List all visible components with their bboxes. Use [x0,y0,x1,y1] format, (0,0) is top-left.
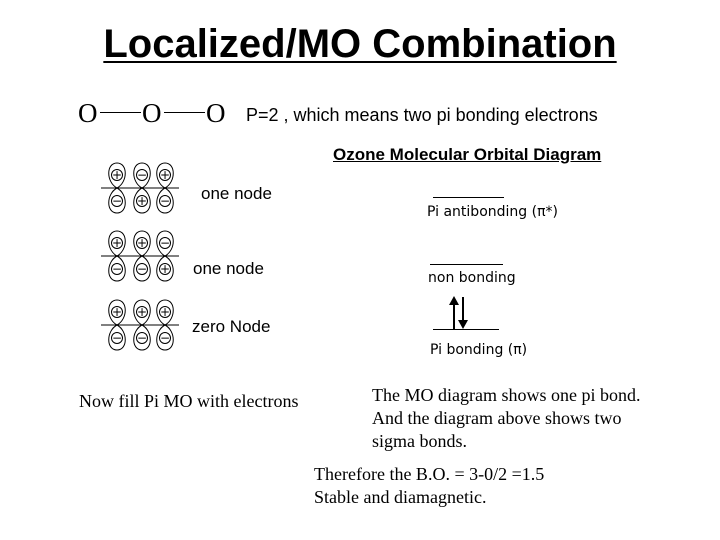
phase-sign: − [111,331,123,345]
spin-down-arrowhead [458,320,468,329]
phase-sign: − [111,262,123,276]
phase-sign: − [159,331,171,345]
mo-diagram-heading: Ozone Molecular Orbital Diagram [333,145,602,164]
conclusion-line: Therefore the B.O. = 3-0/2 =1.5 [314,464,545,484]
phase-sign: − [159,194,171,208]
explanation-line: And the diagram above shows two [372,408,622,428]
fill-instruction: Now fill Pi MO with electrons [79,391,299,411]
phase-sign: − [159,236,171,250]
atom-center: O [142,98,162,128]
bonding-label: Pi bonding (π) [430,342,528,358]
bond-left [100,112,141,113]
phase-sign: + [111,236,123,250]
bond-right [164,112,205,113]
phase-sign: + [136,236,148,250]
p-statement: P=2 , which means two pi bonding electrons [246,105,598,125]
nonbonding-label: non bonding [428,270,516,286]
phase-sign: − [136,331,148,345]
phase-sign: + [136,305,148,319]
phase-sign: + [159,262,171,276]
antibonding-label: Pi antibonding (π*) [427,204,558,220]
phase-sign: + [159,168,171,182]
antibonding-level-line [433,197,504,198]
explanation-line: sigma bonds. [372,431,468,451]
bonding-electron-pair [440,296,480,330]
conclusion-line: Stable and diamagnetic. [314,487,487,507]
phase-sign: − [136,262,148,276]
atom-left: O [78,98,98,128]
nonbonding-level-line [430,264,503,265]
phase-sign: + [159,305,171,319]
page-title: Localized/MO Combination [103,22,617,66]
p-orbital-combinations [95,158,190,360]
combination-3-node-label: zero Node [192,317,271,336]
phase-sign: + [111,305,123,319]
conclusion-text [314,463,544,509]
combination-2-node-label: one node [193,259,264,278]
phase-sign: − [111,194,123,208]
phase-sign: + [136,194,148,208]
phase-sign: − [136,168,148,182]
explanation-text [372,384,640,453]
atom-right: O [206,98,226,128]
spin-up-arrowhead [449,296,459,305]
combination-1-node-label: one node [201,184,272,203]
explanation-line: The MO diagram shows one pi bond. [372,385,641,405]
phase-sign: + [111,168,123,182]
